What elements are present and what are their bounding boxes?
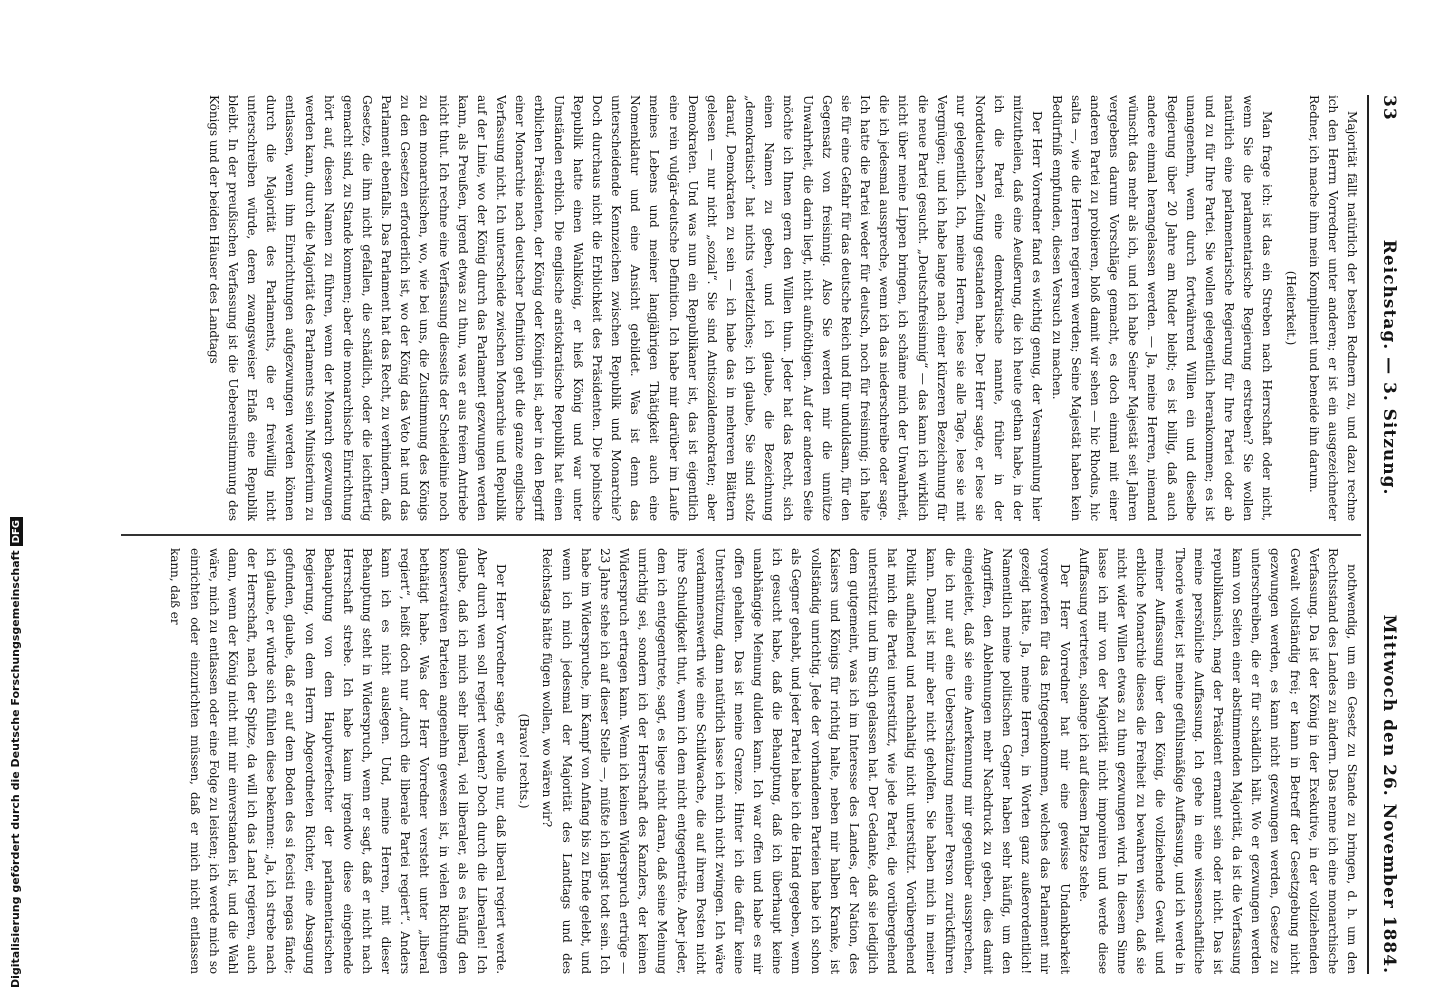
paragraph: Der Herr Vorredner hat mir eine gewisse Undankbarkeit vorgeworfen für das Entgegenkommen, welches das Parlament mir gezeigt hätte. Ja, meine Herren, in Worten ganz außerordentlich! Namentlich meine politischen Gegner haben sehr häufig, um den Angriffen, den Ablehnungen mehr Nachdruck zu geben, dies damit eingeleitet, daß sie eine Anerkennung mir gegenüber aussprechen, die ich nur auf eine Ueberschätzung meiner Person zurückführen kann. Damit ist mir aber nicht geholfen. Sie haben mich in meiner Politik aufhaltend und nachhaltig nicht unterstützt. Vorübergehend hat mich die Partei unterstützt, wie jede Partei, die vorübergehend unterstützt und im Stich gelassen hat. Der Gedanke, daß sie lediglich dem gutgemeint, was ich im Interesse des Landes, der Nation, des Kaisers und Königs für richtig halte, neben mir halben Kranke, ist vollständig unrichtig. Jede der vorhandenen Parteien habe ich schon als Gegner gehabt, und jeder Partei habe ich die Hand gegeben, wenn ich gesucht habe, daß die Behauptung, daß ich überhaupt keine unabhängige Meinung dulden kann. Ich war offen und habe es mir offen gehalten. Das ist meine Grenze. Hinter ich die dafür keine Unterstützung, dann natürlich lasse ich mich nicht zwingen. Ich wäre verdammenswerth wie eine Schildwache, die auf ihrem Posten nicht ihre Schuldigkeit thut, wenn ich dem nicht entgegenträte. Aber jeder, dem ich entgegentrete, sagt, es liege nicht daran, daß seine Meinung unrichtig sei, sondern ich der Herrschaft des Kanzlers, der keinen Widerspruch ertragen kann. Wenn ich keinen Widerspruch ertrüge — 23 Jahre stehe ich auf dieser Stelle —, müßte ich längst todt sein. Ich habe im Widerspruche, im Kampf von Anfang bis zu Ende gelebt, und wenn ich mich jedesmal der Majorität des Landtags und des Reichstags hätte fügen wollen, wo wären wir? [540, 548, 1072, 974]
paragraph: Der Herr Vorredner sagte, er wolle nur, daß liberal regiert werde. Aber durch wen soll regiert werden? Doch durch die Liberalen! Ich glaube, daß ich mich sehr liberal, viel liberaler, als es häufig den konservativen Parteien angenehm gewesen ist, in vielen Richtungen bethätigt habe. Was der Herr Vorredner versteht unter „liberal regiert“, heißt doch nur „durch die liberale Partei regiert“. Anders kann ich es nicht auslegen. Und, meine Herren, mit dieser Behauptung steht in Widerspruch, wenn er sagt, daß er nicht nach Herrschaft strebe. Ich habe kaum irgendwo diese eingehende Behauptung von dem Hauptverfechter der parlamentarischen Regierung, von dem Herrn Abgeordneten Richter, eine Absagung gefunden, glaube, daß er auf dem Boden des si fecisti negas fände; ich glaube, er würde sich fühlen diese bekennen: „Ja, ich strebe nach der Herrschaft, nach der Spitze, da will ich das Land regieren, auch dann, wenn der König nicht mit mir einverstanden ist, und die Wahl wäre, mich zu entlassen oder eine Folge zu leisten; ich werde mich so einrichten oder einzurichten müssen, daß er mich nicht entlassen kann, daß er [168, 548, 509, 974]
right-column [115, 548, 1361, 974]
running-header [1371, 95, 1407, 974]
page-number: 33 [1379, 95, 1399, 121]
credit-text: Digitalisierung gefördert durch die Deutsche Forschungsgemeinschaft [9, 550, 22, 988]
paragraph: Der Herr Vorredner fand es wichtig genug, der Versammlung hier mitzutheilen, daß eine Aeußerung, die ich heute gethan habe, in der ich die Partei eine demokratische nannte, früher in der Norddeutschen Zeitung gestanden habe. Der Herr sagte, er lese sie nur gelegentlich. Ich, meine Herren, lese sie alle Tage, lese sie mit Vergnügen; und ich habe lange nach einer kürzeren Bezeichnung für die neue Partei gesucht. „Deutschfreisinnig“ — das kann ich wirklich nicht über meine Lippen bringen, ich schäme mich der Unwahrheit, die ich jedesmal ausspreche, wenn ich das niederschreibe oder sage. Ich hatte die Partei weder für deutsch, noch für freisinnig; ich halte sie für eine Gefahr für das deutsche Reich und für unduldsam, für den Gegensatz von freisinnig. Also Sie werden mir die unnütze Unwahrheit, die darin liegt, nicht aufnöthigen. Auf der anderen Seite möchte ich Ihnen gern den Willen thun. Jeder hat das Recht, sich einen Namen zu geben, und ich glaube, die Bezeichnung „demokratisch“ hat nichts verletzliches; ich glaube, Sie sind stolz darauf, Demokraten zu sein — ich habe das in mehreren Blättern gelesen — nur nicht „sozial“. Sie sind Antisozialdemokraten; aber Demokraten. Und was nun ein Republikaner ist, das ist eigentlich eine rein vulgär-deutsche Definition. Ich habe mir darüber im Laufe meines Lebens und meiner langjährigen Thätigkeit auch eine Nomenklatur und eine Ansicht gebildet. Was ist denn das unterscheidende Kennzeichen zwischen Republik und Monarchie? Doch durchaus nicht die Erblichkeit des Präsidenten. Die polnische Republik hatte einen Wahlkönig, er hieß König und war unter Umständen erblich. Die englische aristokratische Republik hat einen erblichen Präsidenten, der König oder Königin ist, aber in den Begriff einer Monarchie nach deutscher Definition geht die ganze englische Verfassung nicht. Ich unterscheide zwischen Monarchie und Republik auf der Linie, wo der König durch das Parlament gezwungen werden kann, als Preußen, irgend etwas zu thun, was er aus freiem Antriebe nicht thut. Ich rechne eine Verfassung diesseits der Scheidelinie noch zu den monarchischen, wo, wie bei uns, die Zustimmung des Königs zu den Gesetzen erforderlich ist, wo der König das Veto hat und das Parlament ebenfalls. Das Parlament hat das Recht, zu verhindern, daß Gesetze, die ihm nicht gefallen, die schädlich, oder die leichtfertig gemacht sind, zu Stande kommen; aber die monarchische Einrichtung hört auf, diesen Namen zu führen, wenn der Monarch gezwungen werden kann, durch die Majorität des Parlaments sein Ministerium zu entlassen, wenn ihm Einrichtungen aufgezwungen werden können durch die Majorität des Parlaments, die er freiwillig nicht unterschreiben würde, deren zwangsweiser Erlaß eine Republik bleibt. In der preußischen Verfassung ist die Uebereinstimmung des Königs und der beiden Häuser des Landtags [206, 95, 1045, 521]
running-head-date: Mittwoch den 26. November 1884. [1379, 614, 1399, 974]
page-content [105, 95, 1407, 974]
column-divider [121, 534, 1361, 536]
paragraph: Majorität fällt natürlich der besten Rednern zu, und dazu rechne ich den Herrn Vorredner unter anderen; er ist ein ausgezeichneter Redner, ich mache ihm mein Kompliment und beneide ihn darum. [1306, 95, 1359, 521]
header-rule [1367, 95, 1369, 974]
left-column [115, 95, 1361, 521]
paragraph: nothwendig, um ein Gesetz zu Stande zu bringen, d. h. um den Rechtsstand des Landes zu ändern. Das nenne ich eine monarchische Verfassung. Da ist der König in der Exekutive, in der vollziehenden Gewalt vollständig frei; er kann in Betreff der Gesetzgebung nicht gezwungen werden, es kann nicht gezwungen werden, Gesetze zu unterschreiben, die er für schädlich hält. Wo er gezwungen werden kann von Seiten einer abstimmenden Majorität, da ist die Verfassung republikanisch, mag der Präsident ernannt sein oder nicht. Das ist meine persönliche Auffassung. Ich gehe in eine wissenschaftliche Theorie weiter, ist meine gefühlsmäßige Auffassung, und ich werde in meiner Auffassung über den König, die vollziehende Gewalt und erbliche Monarchie dieses die Freiheit zu bewahren wissen, daß sie nicht wider Willen etwas zu thun gezwungen wird. In diesem Sinne lasse ich mir von der Majorität nicht imponiren und werde diese Auffassung vertreten, solange ich auf diesem Platze stehe. [1076, 548, 1359, 974]
dfg-logo: DFG [10, 517, 23, 546]
stage-direction: (Bravo! rechts.) [517, 713, 532, 809]
running-head-center: Reichstag. — 3. Sitzung. [1379, 239, 1399, 496]
funding-credit [9, 517, 23, 988]
paragraph: Man frage ich: ist das ein Streben nach Herrschaft oder nicht, wenn Sie die parlamentarische Regierung erstreben? Sie wollen natürlich eine parlamentarische Regierung für Ihre Partei oder ab und zu für Ihre Partei. Sie wollen gelegentlich herankommen; es ist unangenehm, wenn durch fortwährend Willen ein und dieselbe Regierung über 20 Jahre am Ruder bleibt; es ist billig, daß auch andere einmal herangelassen werden. — Ja, meine Herren, niemand wünscht das mehr als ich, und ich habe Seiner Majestät seit Jahren vergebens darum Vorschläge gemacht, es doch einmal mit einer anderen Partei zu probieren, bloß damit wir sehen — hic Rhodus, hic salta —, wie die Herren regieren werden; Seine Majestät haben kein Bedürfniß empfunden, diesen Versuch zu machen. [1049, 95, 1275, 521]
stage-direction: (Heiterkeit.) [1283, 270, 1298, 346]
rotated-newspaper-page [168, 95, 1407, 1000]
